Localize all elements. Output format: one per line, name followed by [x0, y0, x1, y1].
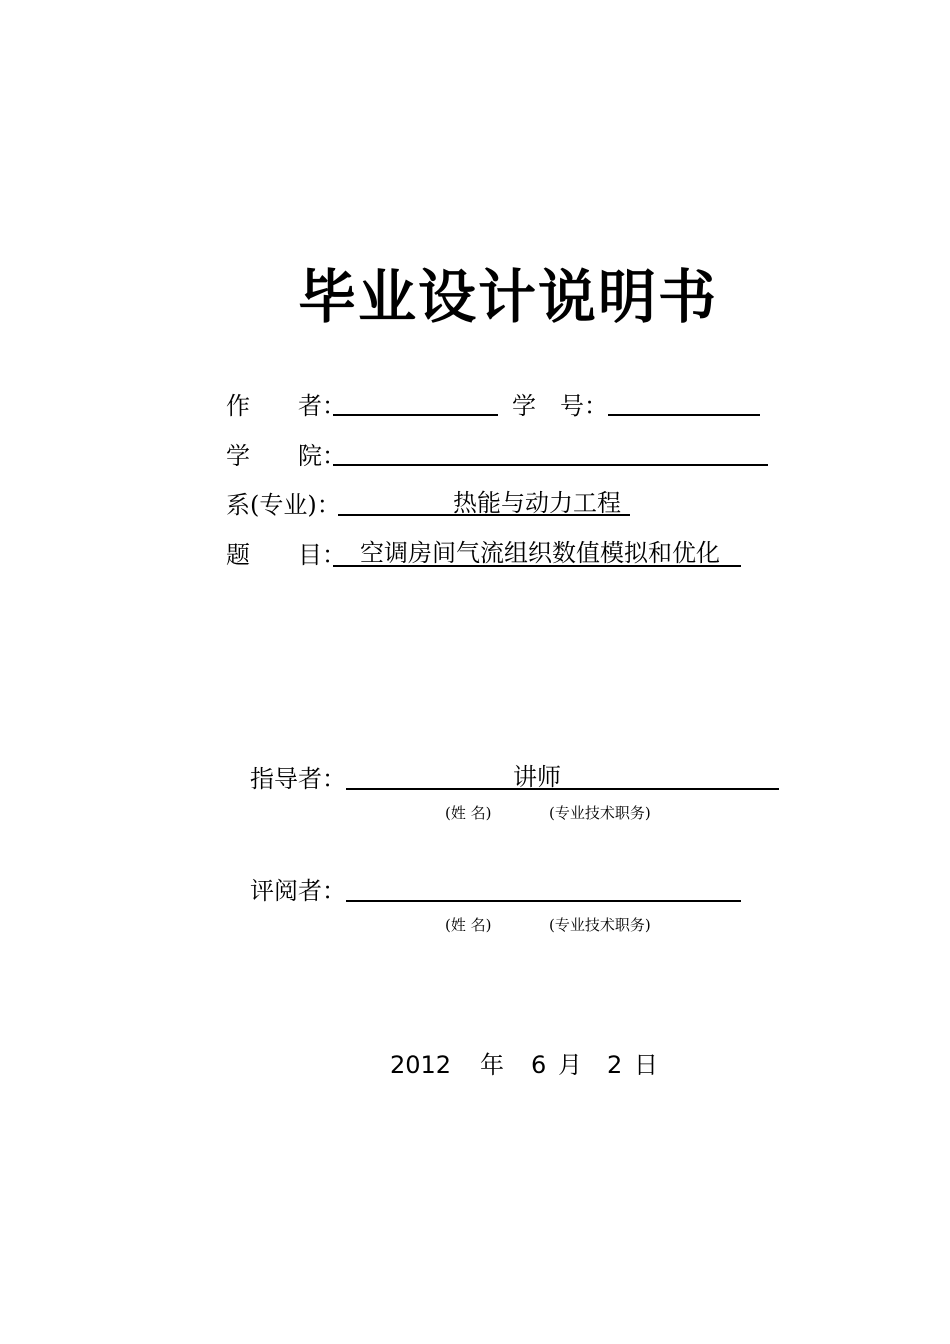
date-year-unit: 年 — [480, 1051, 504, 1079]
reviewer-note-name: (姓 名) — [445, 916, 492, 934]
advisor-note-title: (专业技术职务) — [549, 804, 651, 822]
advisor-note-name: (姓 名) — [445, 804, 492, 822]
student-id-label: 学 号： — [512, 392, 608, 420]
document-title: 毕业设计说明书 — [297, 263, 718, 331]
reviewer-underline — [346, 900, 741, 902]
college-underline — [333, 464, 768, 466]
reviewer-note-title: (专业技术职务) — [549, 916, 651, 934]
author-label: 作 者： — [226, 392, 346, 420]
advisor-label: 指导者： — [250, 765, 346, 793]
advisor-value: 讲师 — [513, 763, 561, 791]
advisor-underline — [346, 788, 779, 790]
reviewer-label: 评阅者： — [250, 877, 346, 905]
date-day: 2 — [607, 1051, 623, 1079]
student-id-underline — [608, 414, 760, 416]
date-day-unit: 日 — [634, 1051, 658, 1079]
department-value: 热能与动力工程 — [453, 489, 621, 517]
college-label: 学 院： — [226, 442, 346, 470]
date-year: 2012 — [390, 1051, 452, 1079]
author-underline — [333, 414, 498, 416]
topic-value: 空调房间气流组织数值模拟和优化 — [360, 539, 720, 567]
department-label: 系(专业)： — [226, 491, 341, 519]
date-month-unit: 月 — [558, 1051, 582, 1079]
topic-label: 题 目： — [226, 541, 346, 569]
date-month: 6 — [531, 1051, 547, 1079]
